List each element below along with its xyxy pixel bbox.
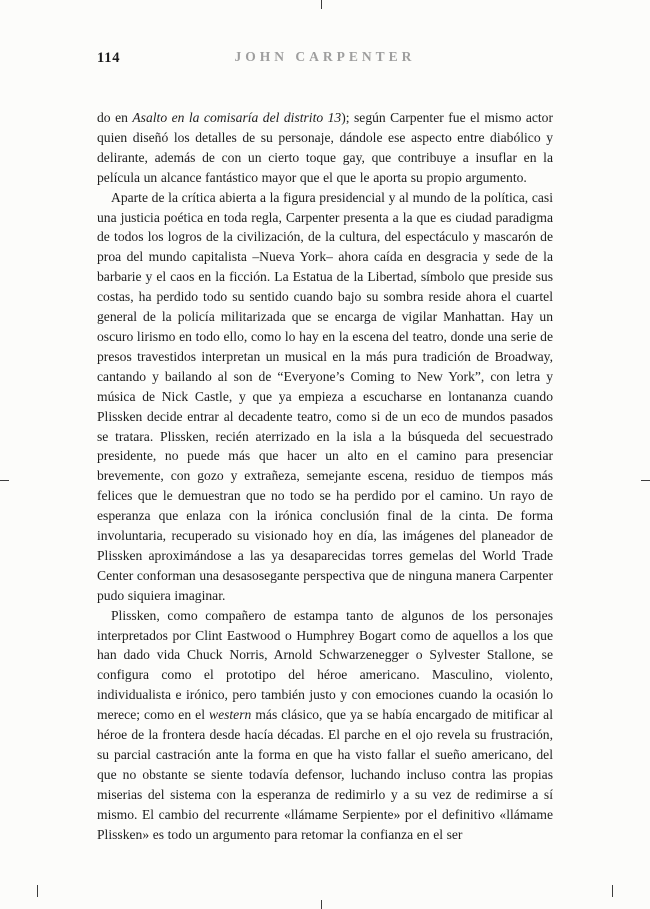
body-text xyxy=(97,108,553,845)
crop-mark-bottom-center xyxy=(321,900,322,909)
body-paragraph xyxy=(97,188,553,606)
page-number: 114 xyxy=(97,50,121,66)
crop-mark-bottom-left xyxy=(37,885,38,897)
crop-mark-right-middle xyxy=(641,480,650,481)
running-header-title: JOHN CARPENTER xyxy=(234,49,416,64)
paragraph-text: Plissken, como compañero de estampa tanto de algunos de los personajes interpretados por Clint Eastwood o Humphrey Bogart como de aquellos a los que han dado vida Chuck Norris, Arnold Schwarzenegger o Sylvester Stallone, se configura como el prototipo del héroe americano. Masculino, violento, individualista e irónico, pero también justo y con emociones cuando la ocasión lo merece; como en el xyxy=(97,607,553,723)
body-paragraph xyxy=(97,606,553,845)
running-head xyxy=(97,49,553,69)
paragraph-text: Aparte de la crítica abierta a la figura presidencial y al mundo de la política, casi una justicia poética en toda regla, Carpenter presenta a la que es ciudad paradigma de todos los logros de la civilización, de la cultura, del espectáculo y mascarón de proa del mundo capitalista –Nueva York– ahora caída en desgracia y sede de la barbarie y el caos en la ficción. La Estatua de la Libertad, símbolo que preside sus costas, ha perdido todo su sentido cuando bajo su sombra reside ahora el cuartel general de la policía militarizada que se encarga de vigilar Manhattan. Hay un oscuro lirismo en todo ello, como lo hay en la escena del teatro, donde una serie de presos travestidos interpretan un musical en la más pura tradición de Broadway, cantando y bailando al son de “Everyone’s Coming to New York”, con letra y música de Nick Castle, y que ya empieza a escucharse en lontananza cuando Plissken decide entrar al decadente teatro, como si de un eco de mundos pasados se tratara. Plissken, recién aterrizado en la isla a la búsqueda del secuestrado presidente, no puede más que hacer un alto en el camino para presenciar brevemente, con gozo y extrañeza, semejante escena, residuo de tiempos más felices que le demuestran que no todo se ha perdido por el camino. Un rayo de esperanza que enlaza con la irónica conclusión final de la cinta. De forma involuntaria, recuperado su visionado hoy en día, las imágenes del planeador de Plissken aproximándose a las ya desaparecidas torres gemelas del World Trade Center conforman una desasosegante perspectiva que de ninguna manera Carpenter pudo siquiera imaginar. xyxy=(97,189,553,603)
book-title-italic: Asalto en la comisaría del distrito 13 xyxy=(132,110,342,125)
crop-mark-left-middle xyxy=(0,480,9,481)
foreign-word-italic: western xyxy=(209,707,252,723)
paragraph-text: ); según Carpenter fue el mismo actor quien diseñó los detalles de su personaje, dándole ese aspecto entre diabólico y delirante, además de con un cierto toque gay, que contribuye a insuflar en la película un alcance fantástico mayor que el que le aporta su propio argumento. xyxy=(97,110,554,185)
paragraph-text: más clásico, que ya se había encargado de mitificar al héroe de la frontera desde hacía décadas. El parche en el ojo revela su frustración, su parcial castración ante la forma en que ha visto fallar el sueño americano, del que no obstante se siente todavía defensor, luchando incluso contra las propias miserias del sistema con la esperanza de redimirlo y a su vez de redimirse a sí mismo. El cambio del recurrente «llámame Serpiente» por el definitivo «llámame Plissken» es todo un argumento para retomar la confianza en el ser xyxy=(97,707,553,842)
body-paragraph xyxy=(97,108,553,188)
paragraph-text: do en xyxy=(97,110,133,125)
crop-mark-top-center xyxy=(321,0,322,9)
crop-mark-bottom-right xyxy=(612,885,613,897)
